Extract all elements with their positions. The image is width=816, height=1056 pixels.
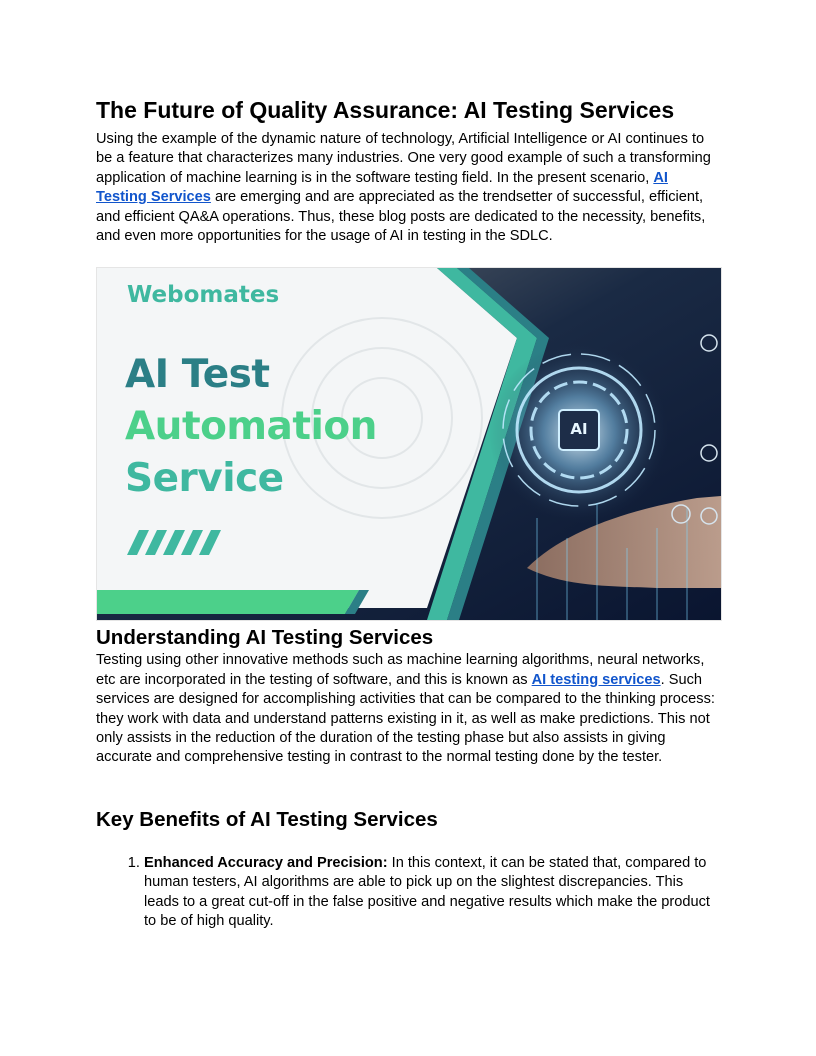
- benefits-list: [96, 854, 722, 932]
- document-title: The Future of Quality Assurance: AI Testing Services: [96, 97, 675, 123]
- understanding-paragraph: [96, 651, 722, 767]
- understanding-text-before: Testing using other innovative methods such as machine learning algorithms, neural networks, etc are incorporated in the testing of software, and this is known as: [96, 652, 705, 688]
- ai-testing-services-link-2[interactable]: AI testing services: [531, 671, 661, 688]
- understanding-text-after: . Such services are designed for accomplishing activities that can be compared to the thinking process: they work with data and understand patterns existing in it, as well as make predictions. This not only assists in the reduction of the duration of the testing phase but also assists in giving accurate and comprehensive testing in contrast to the normal testing done by the tester.: [96, 671, 715, 766]
- intro-paragraph: [96, 130, 722, 246]
- document-page: [96, 96, 722, 932]
- intro-text-before: Using the example of the dynamic nature of technology, Artificial Intelligence or AI continues to be a feature that characterizes many industries. One very good example of such a transforming application of machine learning is in the software testing field. In the present scenario,: [96, 131, 711, 186]
- section-heading-understanding: Understanding AI Testing Services: [96, 626, 434, 650]
- benefit-title: Enhanced Accuracy and Precision:: [144, 854, 388, 871]
- ai-testing-services-link[interactable]: AI Testing Services: [96, 169, 668, 206]
- hero-brand-logo: Webomates: [127, 282, 280, 309]
- hero-title-line-2: Automation: [125, 404, 377, 450]
- hero-banner-image: [96, 267, 722, 621]
- intro-text-after: are emerging and are appreciated as the trendsetter of successful, efficient, and efficient QA&A operations. Thus, these blog posts are dedicated to the necessity, benefits, and even more opportunities for the usage of AI in testing in the SDLC.: [96, 189, 706, 245]
- hero-title-line-3: Service: [125, 456, 284, 502]
- section-heading-key-benefits: Key Benefits of AI Testing Services: [96, 807, 438, 831]
- ai-chip-icon: AI: [570, 420, 588, 439]
- benefit-text: In this context, it can be stated that, compared to human testers, AI algorithms are able to pick up on the slightest discrepancies. This leads to a great cut-off in the false positive and negative results which make the product to be of high quality.: [144, 854, 710, 930]
- hero-title-line-1: AI Test: [125, 352, 270, 398]
- list-item: [144, 854, 722, 932]
